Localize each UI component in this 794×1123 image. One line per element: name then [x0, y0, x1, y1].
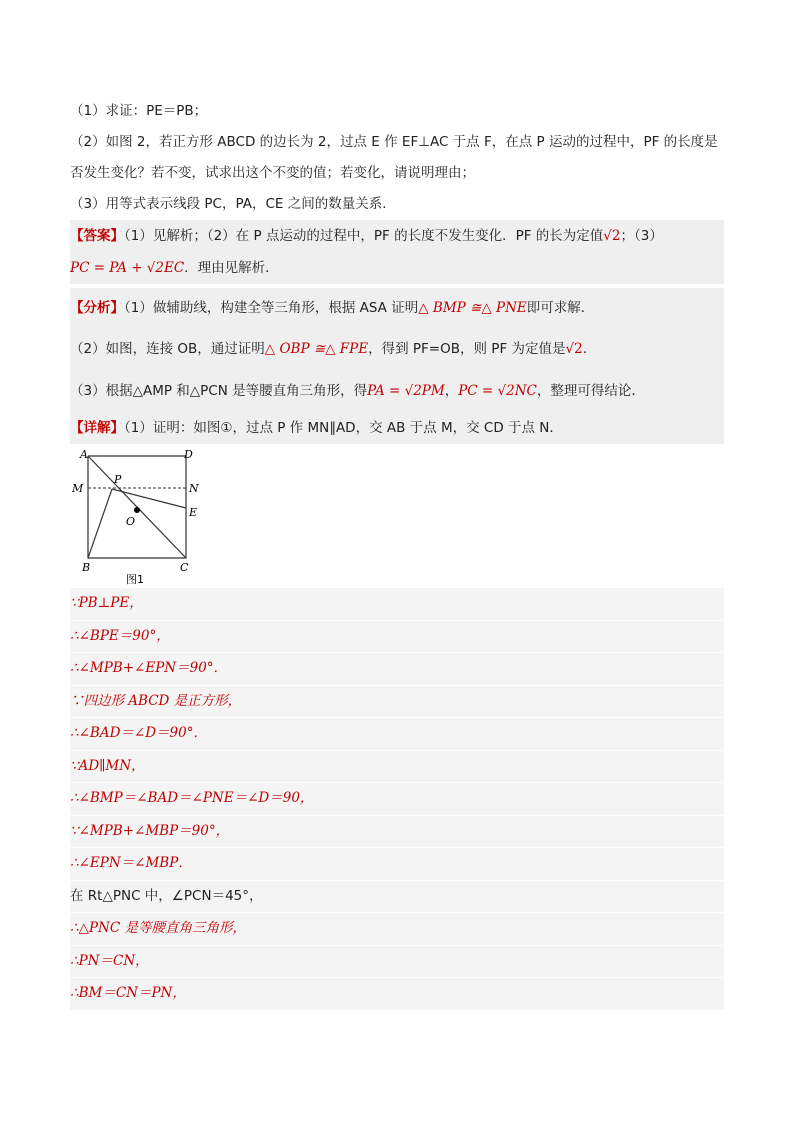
- proof-step: ∴PN＝CN，: [70, 946, 724, 979]
- figure-caption: 图1: [126, 573, 144, 586]
- detail-intro-text: （1）证明：如图①，过点 P 作 MN∥AD，交 AB 于点 M，交 CD 于点 N．: [124, 420, 563, 436]
- proof-step: ∵PB⊥PE，: [70, 588, 724, 621]
- proof-step: ∴∠BMP＝∠BAD＝∠PNE＝∠D＝90，: [70, 783, 724, 816]
- label-C: C: [180, 561, 189, 574]
- answer-reason: ．理由见解析．: [184, 260, 279, 276]
- answer-line-2: [70, 252, 724, 284]
- proof-steps: [70, 588, 724, 1011]
- answer-line-1: [70, 220, 724, 252]
- figure-1: [70, 444, 724, 588]
- proof-step: ∴∠EPN＝∠MBP．: [70, 848, 724, 881]
- analysis-value-2: √2: [565, 341, 583, 357]
- label-M: M: [72, 482, 84, 495]
- analysis-formula-3b: PC = √2NC: [458, 383, 537, 399]
- analysis-text-2: （2）如图，连接 OB，通过证明: [70, 341, 265, 357]
- label-O: O: [126, 515, 136, 528]
- answer-end: ；（3）: [620, 228, 663, 244]
- label-B: B: [82, 561, 91, 574]
- document-page: [70, 96, 724, 1011]
- analysis-text-1: （1）做辅助线，构建全等三角形，根据 ASA 证明: [124, 300, 419, 316]
- analysis-formula-1: △ BMP ≅△ PNE: [418, 300, 527, 316]
- analysis-end-2: .: [582, 341, 587, 357]
- label-D: D: [184, 450, 193, 461]
- detail-intro: [70, 412, 724, 444]
- answer-value: √2: [603, 228, 621, 244]
- answer-block: [70, 220, 724, 284]
- proof-step: ∴△PNC 是等腰直角三角形，: [70, 913, 724, 946]
- label-P: P: [114, 473, 122, 486]
- analysis-end-1: 即可求解．: [526, 300, 595, 316]
- analysis-formula-2: △ OBP ≅△ FPE: [264, 341, 369, 357]
- question-part-2-line-1: （2）如图 2，若正方形 ABCD 的边长为 2，过点 E 作 EF⊥AC 于点 F，在点 P 运动的过程中，PF 的长度是: [70, 134, 718, 150]
- proof-step: ∴∠BAD＝∠D＝90°．: [70, 718, 724, 751]
- proof-step: ∴∠MPB+∠EPN＝90°．: [70, 653, 724, 686]
- square-geometry-figure: [72, 450, 204, 588]
- detail-tag: 【详解】: [70, 420, 124, 436]
- proof-step: ∵AD∥MN，: [70, 751, 724, 784]
- proof-step: ∵∠MPB+∠MBP＝90°，: [70, 816, 724, 849]
- analysis-line-1: [70, 288, 724, 328]
- label-N: N: [189, 482, 199, 495]
- analysis-end-3: ，整理可得结论．: [536, 383, 645, 399]
- analysis-block: [70, 288, 724, 412]
- answer-text: （1）见解析；（2）在 P 点运动的过程中，PF 的长度不发生变化．PF 的长为定值: [124, 228, 604, 244]
- question-part-3: （3）用等式表示线段 PC，PA，CE 之间的数量关系．: [70, 196, 396, 212]
- label-A: A: [80, 450, 88, 461]
- analysis-formula-3a: PA = √2PM: [367, 383, 445, 399]
- question-part-2-line-2: 否发生变化？若不变，试求出这个不变的值；若变化，请说明理由；: [70, 165, 475, 181]
- detail-block: [70, 412, 724, 444]
- analysis-line-3: [70, 370, 724, 412]
- proof-step: ∴BM＝CN＝PN，: [70, 978, 724, 1011]
- analysis-mid-2: ，得到 PF=OB，则 PF 为定值是: [368, 341, 566, 357]
- analysis-text-3: （3）根据△AMP 和△PCN 是等腰直角三角形，得: [70, 383, 368, 399]
- proof-step: ∴∠BPE＝90°，: [70, 621, 724, 654]
- proof-step: ∵四边形 ABCD 是正方形，: [70, 686, 724, 719]
- answer-tag: 【答案】: [70, 228, 124, 244]
- answer-formula: PC = PA + √2EC: [70, 260, 185, 276]
- proof-step: 在 Rt△PNC 中，∠PCN＝45°，: [70, 881, 724, 914]
- analysis-line-2: [70, 328, 724, 370]
- analysis-tag: 【分析】: [70, 300, 124, 316]
- analysis-sep-3: ，: [444, 383, 459, 399]
- question-part-1: （1）求证：PE＝PB；: [70, 103, 208, 119]
- label-E: E: [189, 506, 198, 519]
